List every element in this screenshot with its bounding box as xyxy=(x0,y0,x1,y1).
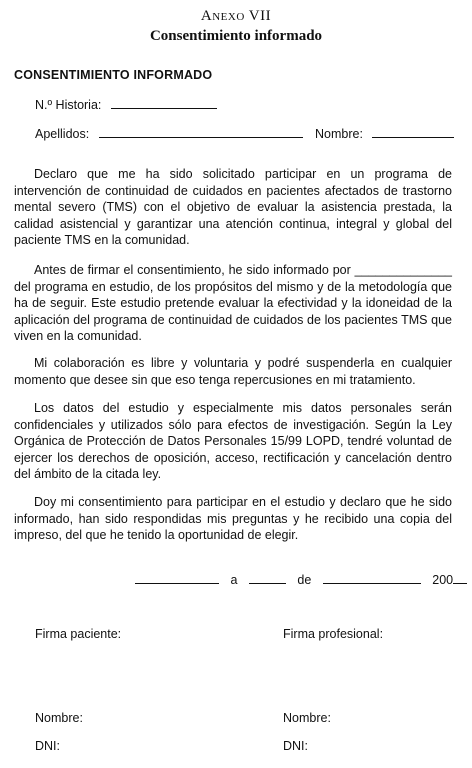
historia-field[interactable] xyxy=(111,97,217,109)
year-prefix: 200 xyxy=(432,573,454,587)
paragraph-consent xyxy=(14,494,452,544)
document-title: Consentimiento informado xyxy=(149,28,323,44)
professional-dni-label: DNI: xyxy=(283,739,308,753)
paragraph-voluntary-text: Mi colaboración es libre y voluntaria y podré suspenderla en cualquier momento que desee sin que eso tenga repercusiones en mi tratamiento. xyxy=(14,356,452,387)
historia-row xyxy=(35,97,217,112)
professional-name-label: Nombre: xyxy=(283,711,331,725)
paragraph-voluntary xyxy=(14,355,452,388)
patient-dni-label: DNI: xyxy=(35,739,60,753)
patient-signature-label: Firma paciente: xyxy=(35,627,122,641)
place-field[interactable] xyxy=(135,572,219,584)
month-field[interactable] xyxy=(323,572,421,584)
annex-heading xyxy=(0,8,472,25)
date-de-label: de xyxy=(297,573,312,587)
paragraph-consent-text: Doy mi consentimiento para participar en el estudio y declaro que he sido informado, han sido respondidas mis preguntas y he recibido una copia del impreso, del que he tenido la oportunidad de elegir. xyxy=(14,495,452,543)
year-field[interactable] xyxy=(453,572,467,584)
apellidos-field[interactable] xyxy=(99,126,303,138)
nombre-label: Nombre: xyxy=(315,127,363,141)
professional-signature-label: Firma profesional: xyxy=(283,627,384,641)
date-line xyxy=(135,572,467,587)
historia-label: N.º Historia: xyxy=(35,98,102,112)
annex-label: Anexo VII xyxy=(200,8,272,24)
paragraph-informed xyxy=(14,262,452,345)
paragraph-privacy-text: Los datos del estudio y especialmente mis datos personales serán confidenciales y utilizados sólo para efectos de investigación. Según la Ley Orgánica de Protección de Datos Personales 15/99 LOPD, tendré voluntad de ejercer los derechos de oposición, acceso, rectificación y cancelación dentro del ámbito de la citada ley. xyxy=(14,401,452,482)
day-field[interactable] xyxy=(249,572,286,584)
patient-name-label: Nombre: xyxy=(35,711,83,725)
paragraph-request xyxy=(14,166,452,249)
paragraph-informed-text: Antes de firmar el consentimiento, he sido informado por ______________ del programa en estudio, de los propósitos del mismo y de la metodología que ha de seguir. Este estudio pretende evaluar la efectividad y la idoneidad de la aplicación del programa de continuidad de cuidados de los pacientes TMS que viven en la comunidad. xyxy=(14,263,452,344)
section-title: CONSENTIMIENTO INFORMADO xyxy=(14,68,213,82)
nombre-field[interactable] xyxy=(372,126,454,138)
date-a-label: a xyxy=(230,573,238,587)
apellidos-row xyxy=(35,126,303,141)
apellidos-label: Apellidos: xyxy=(35,127,90,141)
nombre-row xyxy=(315,126,454,141)
paragraph-request-text: Declaro que me ha sido solicitado participar en un programa de intervención de continuidad de cuidados en pacientes afectados de trastorno mental severo (TMS) con el objetivo de evaluar la asistencia prestada, la calidad asistencial y garantizar una atención continua, integral y global del paciente TMS en la comunidad. xyxy=(14,167,452,248)
paragraph-privacy xyxy=(14,400,452,483)
